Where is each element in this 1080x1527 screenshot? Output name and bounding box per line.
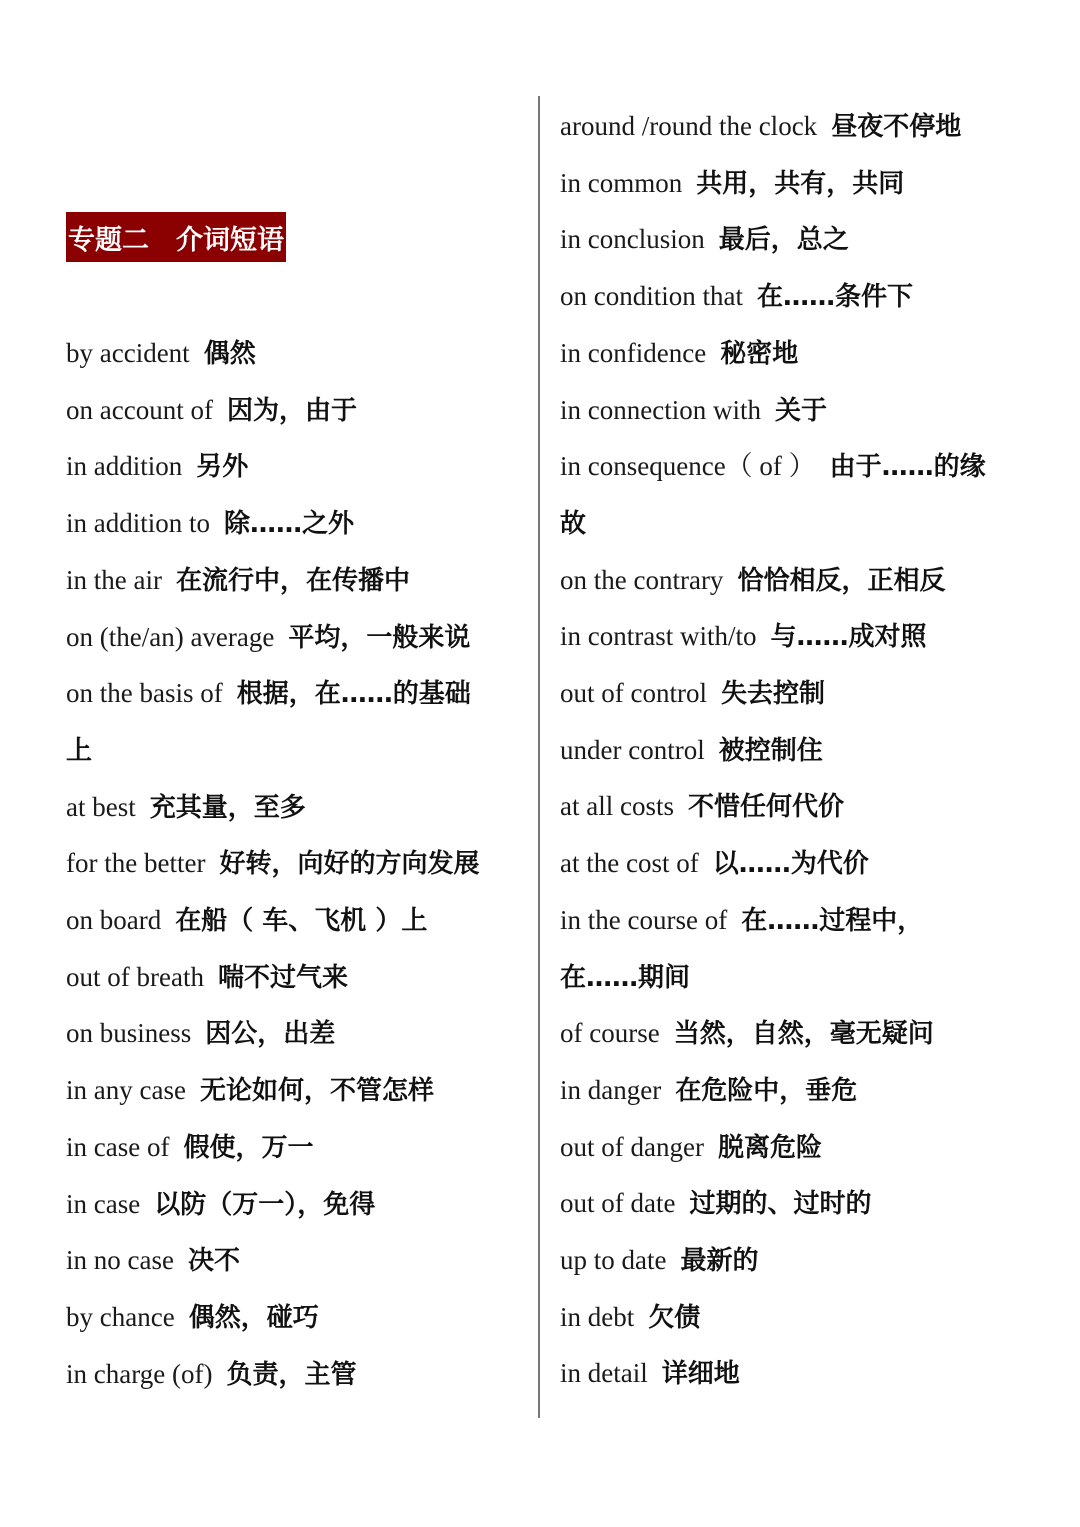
phrase-entry <box>560 1297 700 1337</box>
phrase-english: in case of <box>66 1131 170 1162</box>
phrase-chinese: 详细地 <box>661 1359 740 1390</box>
phrase-chinese: 在流行中，在传播中 <box>175 565 410 596</box>
phrase-english: in addition <box>66 451 183 482</box>
phrase-english: in contrast with/to <box>560 621 757 652</box>
phrase-entry <box>560 1013 934 1053</box>
phrase-chinese: 当然，自然，毫无疑问 <box>673 1019 934 1050</box>
phrase-english: on the basis of <box>66 678 223 709</box>
phrase-chinese: 偶然，碰巧 <box>188 1302 319 1333</box>
phrase-english: in detail <box>560 1358 648 1389</box>
phrase-english: in charge (of) <box>66 1358 213 1389</box>
phrase-chinese: 无论如何，不管怎样 <box>199 1076 434 1107</box>
phrase-entry <box>560 163 904 203</box>
phrase-english: in debt <box>560 1301 635 1332</box>
phrase-chinese: 假使，万一 <box>183 1132 314 1163</box>
phrase-entry <box>560 1183 871 1223</box>
phrase-chinese: 在……期间 <box>560 962 691 993</box>
phrase-entry <box>560 616 927 656</box>
phrase-english: in the course of <box>560 904 728 935</box>
phrase-chinese: 在……过程中， <box>741 905 924 936</box>
phrase-english: of course <box>560 1018 660 1049</box>
phrase-entry <box>66 1070 434 1110</box>
phrase-entry <box>560 333 798 373</box>
phrase-entry <box>560 390 827 430</box>
phrase-chinese: 共用，共有，共同 <box>696 168 905 199</box>
phrase-entry-continuation <box>560 503 586 543</box>
phrase-chinese: 故 <box>560 508 587 539</box>
phrase-chinese: 由于……的缘 <box>829 452 986 483</box>
phrase-chinese: 好转，向好的方向发展 <box>219 849 480 880</box>
phrase-chinese: 偶然 <box>203 339 256 369</box>
phrase-english: in addition to <box>66 508 210 539</box>
phrase-entry <box>66 1354 356 1394</box>
phrase-english: in no case <box>66 1245 174 1276</box>
phrase-english: on the contrary <box>560 564 724 595</box>
phrase-chinese: 脱离危险 <box>717 1132 822 1163</box>
phrase-english: on condition that <box>560 281 743 312</box>
phrase-entry <box>560 219 849 259</box>
phrase-chinese: 在危险中，垂危 <box>675 1075 858 1106</box>
phrase-chinese: 关于 <box>774 395 827 426</box>
phrase-chinese: 充其量，至多 <box>149 792 306 823</box>
phrase-chinese: 失去控制 <box>720 679 825 709</box>
phrase-entry-continuation <box>560 957 690 997</box>
phrase-entry <box>560 276 913 316</box>
phrase-chinese: 与……成对照 <box>770 622 927 653</box>
phrase-english: in the air <box>66 564 162 595</box>
phrase-chinese: 负责，主管 <box>226 1359 357 1390</box>
phrase-chinese: 不惜任何代价 <box>687 792 844 823</box>
phrase-entry <box>560 1070 857 1110</box>
phrase-chinese: 恰恰相反，正相反 <box>737 565 946 596</box>
phrase-entry <box>560 786 844 826</box>
phrase-chinese: 欠债 <box>648 1302 701 1333</box>
phrase-entry <box>560 1127 822 1167</box>
phrase-english: in conclusion <box>560 224 705 255</box>
phrase-entry <box>66 1184 375 1224</box>
phrase-chinese: 秘密地 <box>720 338 799 369</box>
phrase-entry <box>66 843 479 883</box>
phrase-chinese: 除……之外 <box>224 509 355 540</box>
phrase-entry <box>560 673 825 713</box>
phrase-chinese: 被控制住 <box>718 735 823 766</box>
phrase-english: in case <box>66 1188 141 1219</box>
phrase-english: out of date <box>560 1188 676 1219</box>
phrase-english: out of breath <box>66 961 204 992</box>
phrase-entry <box>66 446 248 486</box>
phrase-entry <box>560 843 869 883</box>
phrase-english: at best <box>66 791 136 822</box>
phrase-entry <box>560 1240 759 1280</box>
phrase-chinese: 在船（ 车、飞机 ）上 <box>175 906 428 936</box>
phrase-english: around /round the clock <box>560 111 818 141</box>
phrase-english: at all costs <box>560 791 674 822</box>
phrase-entry <box>66 900 427 940</box>
phrase-entry <box>560 106 961 146</box>
phrase-entry <box>66 1297 319 1337</box>
phrase-entry <box>560 900 923 940</box>
phrase-chinese: 根据，在……的基础 <box>236 679 471 710</box>
column-divider <box>538 96 540 1418</box>
phrase-chinese: 以……为代价 <box>712 849 869 880</box>
phrase-chinese: 因为，由于 <box>226 395 357 426</box>
phrase-entry <box>560 730 823 770</box>
phrase-entry <box>560 1353 740 1393</box>
phrase-entry <box>66 560 410 600</box>
phrase-entry <box>66 1013 335 1053</box>
phrase-entry <box>66 673 471 713</box>
phrase-entry <box>66 617 470 657</box>
phrase-chinese: 平均，一般来说 <box>288 622 471 653</box>
phrase-chinese: 在……条件下 <box>756 282 913 313</box>
section-heading-label: 专题二 介词短语 <box>68 224 284 256</box>
phrase-english: in consequence（ of ） <box>560 451 816 482</box>
phrase-chinese: 最新的 <box>680 1246 759 1276</box>
phrase-english: on board <box>66 905 162 935</box>
phrase-english: out of control <box>560 678 707 708</box>
phrase-english: out of danger <box>560 1131 704 1162</box>
phrase-english: by accident <box>66 338 190 368</box>
phrase-english: in connection with <box>560 394 761 425</box>
phrase-english: at the cost of <box>560 848 699 879</box>
phrase-chinese: 最后，总之 <box>718 225 849 256</box>
phrase-english: for the better <box>66 848 206 879</box>
section-heading <box>66 212 286 262</box>
phrase-chinese: 昼夜不停地 <box>831 112 962 142</box>
phrase-entry <box>66 1127 313 1167</box>
phrase-english: on account of <box>66 394 213 425</box>
phrase-chinese: 以防（万一），免得 <box>154 1189 376 1220</box>
phrase-english: in confidence <box>560 337 707 368</box>
phrase-chinese: 另外 <box>196 452 249 483</box>
phrase-entry <box>560 446 986 486</box>
phrase-chinese: 上 <box>66 735 93 766</box>
phrase-entry-continuation <box>66 730 92 770</box>
phrase-entry <box>66 390 357 430</box>
phrase-chinese: 决不 <box>187 1246 240 1277</box>
phrase-entry <box>66 503 354 543</box>
phrase-entry <box>66 1240 240 1280</box>
phrase-english: on (the/an) average <box>66 621 275 652</box>
phrase-english: on business <box>66 1018 192 1049</box>
phrase-chinese: 喘不过气来 <box>217 962 348 993</box>
phrase-english: up to date <box>560 1245 667 1275</box>
phrase-entry <box>66 957 348 997</box>
phrase-chinese: 因公，出差 <box>205 1019 336 1050</box>
phrase-entry <box>66 333 256 373</box>
phrase-entry <box>560 560 945 600</box>
phrase-entry <box>66 787 306 827</box>
phrase-english: in danger <box>560 1074 662 1105</box>
phrase-english: under control <box>560 734 705 765</box>
phrase-english: in common <box>560 167 683 198</box>
phrase-chinese: 过期的、过时的 <box>689 1189 872 1220</box>
phrase-english: in any case <box>66 1075 186 1106</box>
phrase-english: by chance <box>66 1301 175 1332</box>
